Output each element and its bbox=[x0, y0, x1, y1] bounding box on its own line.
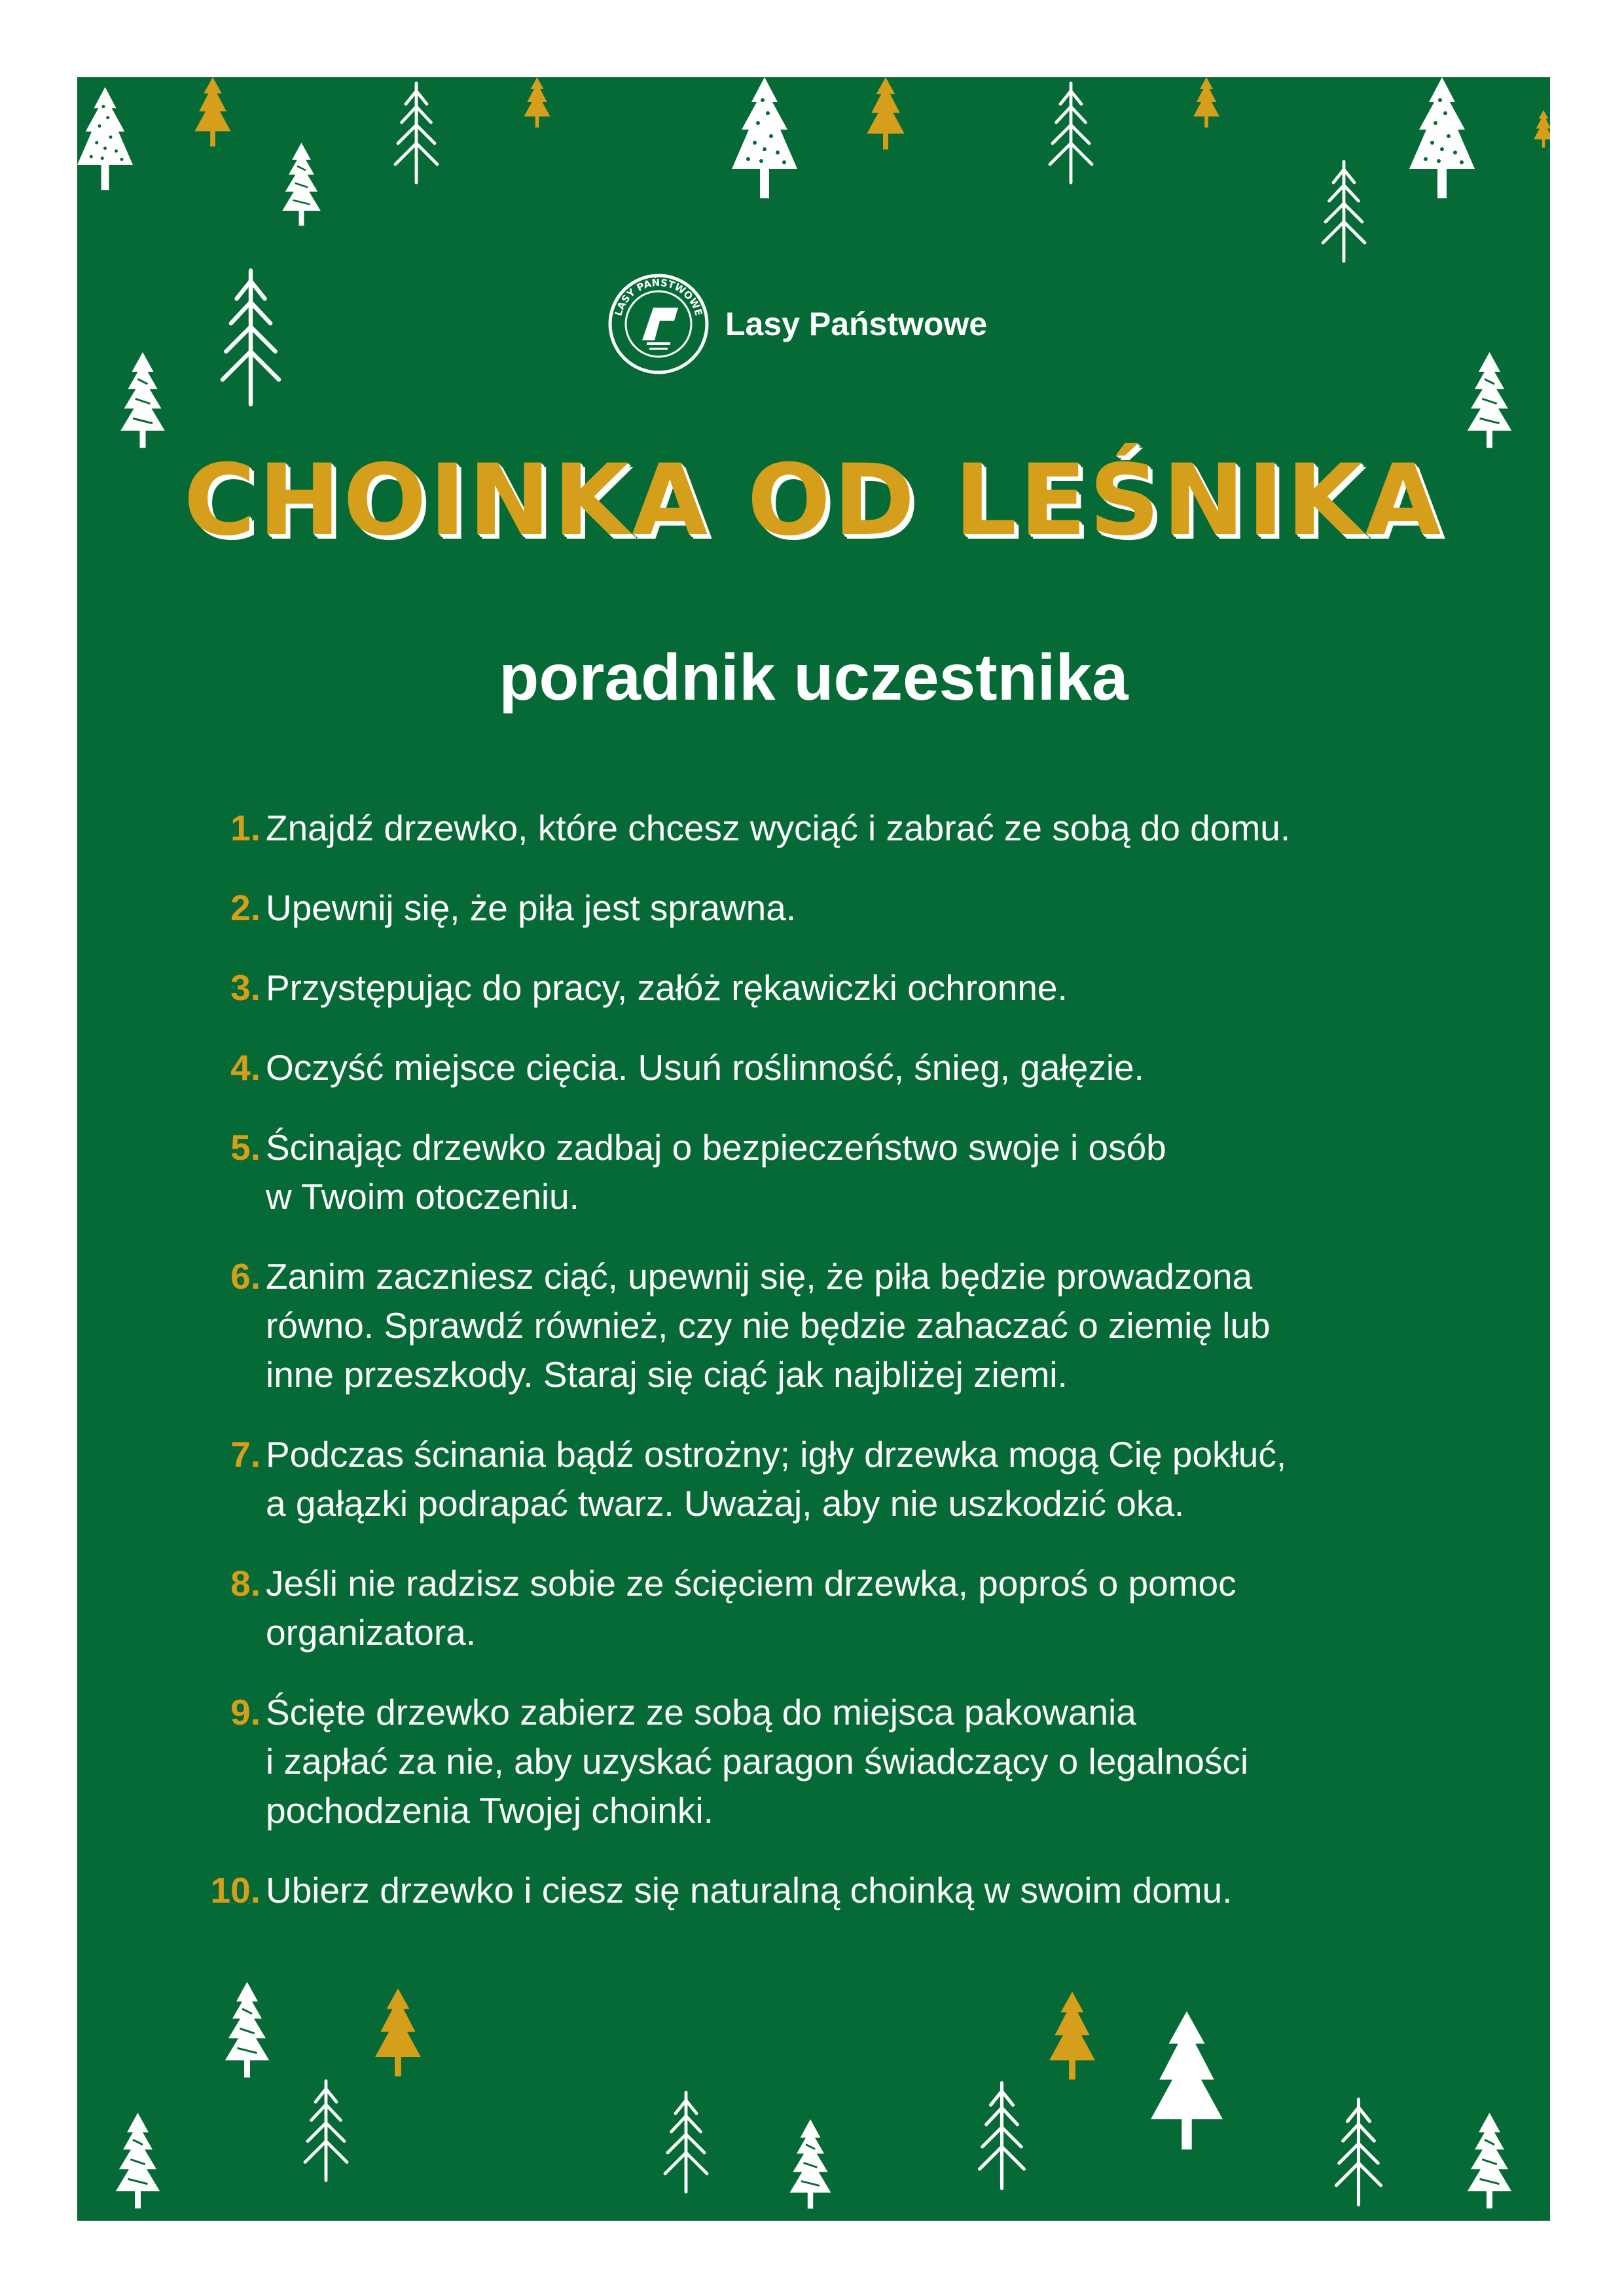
step-line: Oczyść miejsce cięcia. Usuń roślinność, śnieg, gałęzie. bbox=[266, 1047, 1144, 1088]
page-title: CHOINKA OD LEŚNIKA bbox=[183, 444, 1444, 558]
step-line: Ścinając drzewko zadbaj o bezpieczeństwo swoje i osób bbox=[266, 1127, 1166, 1168]
branch-tree-icon bbox=[974, 2077, 1030, 2195]
step-number: 6. bbox=[230, 1256, 261, 1297]
brand-name: Lasy Państwowe bbox=[725, 306, 988, 342]
spruce-icon bbox=[1534, 110, 1550, 149]
step-number: 8. bbox=[230, 1563, 261, 1604]
list-item bbox=[195, 1043, 1504, 1092]
branch-tree-icon bbox=[1318, 156, 1370, 267]
tree-icon bbox=[223, 1982, 272, 2080]
branch-tree-icon bbox=[208, 267, 293, 408]
spruce-icon bbox=[372, 1988, 424, 2080]
step-line: Ubierz drzewko i ciesz się naturalną choinką w swoim domu. bbox=[266, 1870, 1233, 1910]
tree-icon bbox=[1465, 2113, 1514, 2211]
list-item bbox=[195, 884, 1504, 933]
step-text bbox=[266, 1123, 1504, 1221]
seal-text: LASY PAŃSTWOWE bbox=[612, 276, 705, 317]
step-number: 1. bbox=[230, 808, 261, 848]
tree-icon bbox=[280, 136, 323, 234]
step-line: równo. Sprawdź również, czy nie będzie zahaczać o ziemię lub bbox=[266, 1305, 1271, 1346]
branch-tree-icon bbox=[300, 2073, 352, 2188]
step-line: a gałązki podrapać twarz. Uważaj, aby nie uszkodzić oka. bbox=[266, 1483, 1185, 1524]
step-text bbox=[266, 963, 1504, 1013]
step-number: 2. bbox=[230, 888, 261, 928]
spruce-icon bbox=[1046, 1992, 1098, 2083]
step-line: Jeśli nie radzisz sobie ze ścięciem drzewka, poproś o pomoc bbox=[266, 1563, 1236, 1604]
list-item bbox=[195, 963, 1504, 1013]
step-text bbox=[266, 804, 1504, 853]
spruce-icon bbox=[522, 77, 552, 130]
spruce-icon bbox=[190, 77, 236, 149]
step-text bbox=[266, 884, 1504, 933]
forest-seal-icon bbox=[606, 272, 711, 376]
tree-icon bbox=[787, 2116, 833, 2214]
step-line: i zapłać za nie, aby uzyskać paragon świadczący o legalności bbox=[266, 1741, 1249, 1782]
step-text bbox=[266, 1688, 1504, 1835]
step-line: pochodzenia Twojej choinki. bbox=[266, 1790, 713, 1831]
spruce-icon bbox=[863, 77, 909, 152]
branch-tree-icon bbox=[1045, 77, 1097, 188]
step-number: 4. bbox=[230, 1047, 261, 1088]
step-text bbox=[266, 1043, 1504, 1092]
steps-list bbox=[195, 804, 1504, 1946]
tree-icon bbox=[1393, 77, 1491, 208]
tree-icon bbox=[117, 352, 169, 450]
branch-tree-icon bbox=[390, 77, 442, 188]
step-text bbox=[266, 1866, 1504, 1915]
step-number: 9. bbox=[230, 1692, 261, 1732]
step-line: Upewnij się, że piła jest sprawna. bbox=[266, 888, 797, 928]
step-number: 5. bbox=[230, 1127, 261, 1168]
step-line: Przystępując do pracy, załóż rękawiczki ochronne. bbox=[266, 967, 1068, 1008]
step-line: Podczas ścinania bądź ostrożny; igły drzewka mogą Cię pokłuć, bbox=[266, 1434, 1287, 1475]
tree-icon bbox=[719, 77, 810, 208]
list-item bbox=[195, 1430, 1504, 1528]
step-line: Zanim zaczniesz ciąć, upewnij się, że piła będzie prowadzona bbox=[266, 1256, 1253, 1297]
step-number: 3. bbox=[230, 967, 261, 1008]
poster bbox=[77, 77, 1550, 2221]
list-item bbox=[195, 1252, 1504, 1399]
step-text bbox=[266, 1252, 1504, 1399]
step-line: Znajdź drzewko, które chcesz wyciąć i zabrać ze sobą do domu. bbox=[266, 808, 1291, 848]
list-item bbox=[195, 1688, 1504, 1835]
step-number: 7. bbox=[230, 1434, 261, 1475]
page-subtitle: poradnik uczestnika bbox=[499, 641, 1128, 714]
branch-tree-icon bbox=[1331, 2093, 1386, 2211]
step-line: Ścięte drzewko zabierz ze sobą do miejsca pakowania bbox=[266, 1692, 1136, 1732]
step-text bbox=[266, 1430, 1504, 1528]
list-item bbox=[195, 804, 1504, 853]
step-line: inne przeszkody. Staraj się ciąć jak najbliżej ziemi. bbox=[266, 1354, 1068, 1395]
step-line: organizatora. bbox=[266, 1612, 477, 1653]
branch-tree-icon bbox=[660, 2087, 712, 2198]
step-text bbox=[266, 1559, 1504, 1657]
spruce-icon bbox=[1190, 77, 1223, 130]
step-number: 10. bbox=[210, 1870, 261, 1910]
tree-icon bbox=[113, 2113, 162, 2211]
list-item bbox=[195, 1123, 1504, 1221]
list-item bbox=[195, 1559, 1504, 1657]
tree-icon bbox=[1465, 352, 1514, 450]
spruce-icon bbox=[1138, 2011, 1236, 2155]
tree-icon bbox=[77, 77, 133, 208]
step-line: w Twoim otoczeniu. bbox=[266, 1176, 579, 1217]
list-item bbox=[195, 1866, 1504, 1915]
brand-logo bbox=[606, 272, 987, 376]
